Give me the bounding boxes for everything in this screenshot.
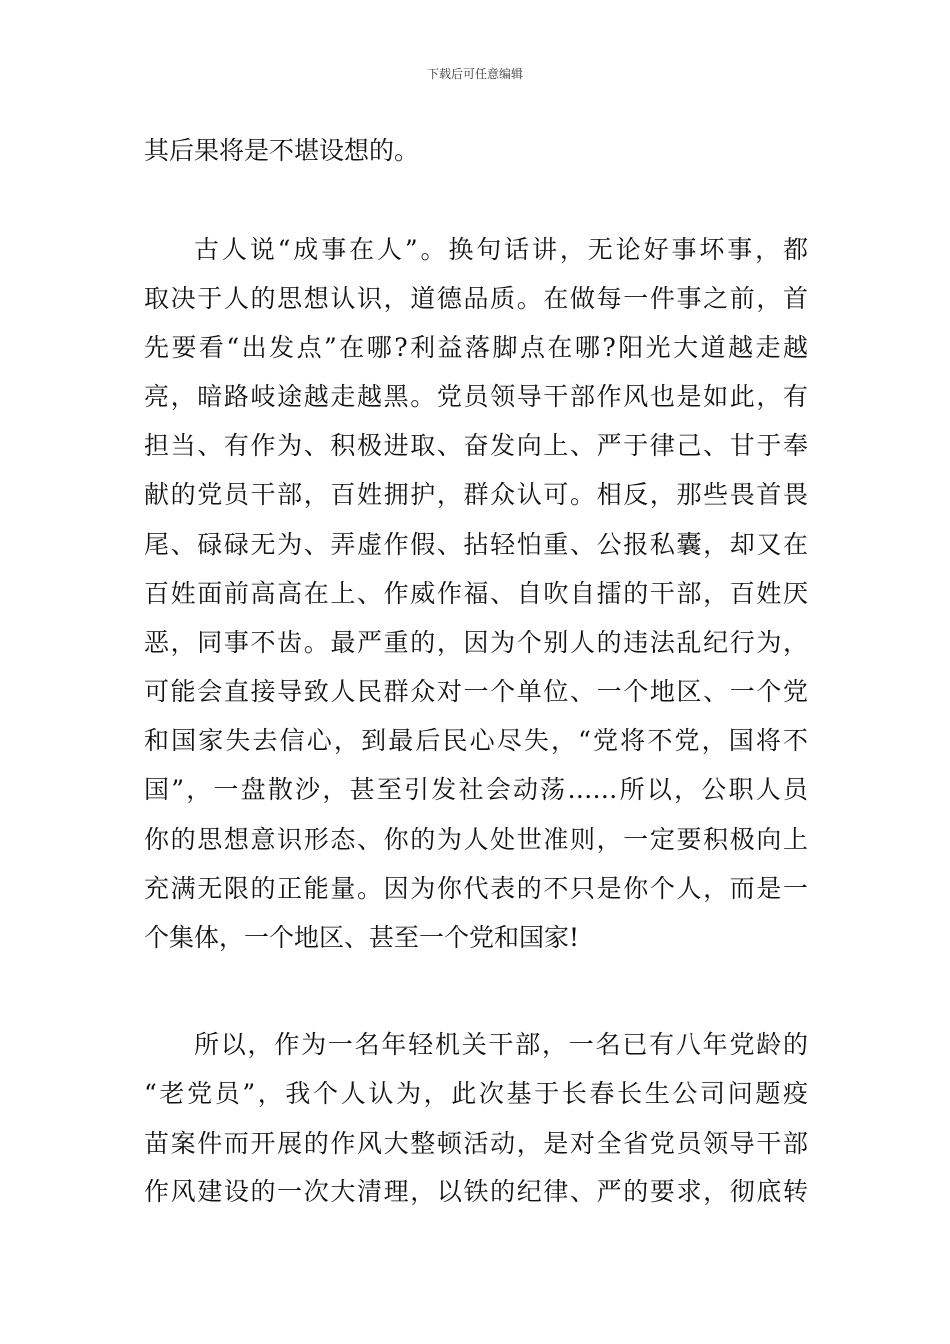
paragraph-2-line-14: 充满无限的正能量。因为你代表的不只是你个人，而是一 xyxy=(144,874,808,903)
paragraph-2-line-7: 尾、碌碌无为、弄虚作假、拈轻怕重、公报私囊，却又在 xyxy=(144,530,808,559)
paragraph-2-line-12: 国”，一盘散沙，甚至引发社会动荡……所以，公职人员 xyxy=(144,775,808,804)
paragraph-3-line-4: 作风建设的一次大清理，以铁的纪律、严的要求，彻底转 xyxy=(144,1177,808,1206)
paragraph-2-line-4: 亮，暗路岐途越走越黑。党员领导干部作风也是如此，有 xyxy=(144,382,808,411)
paragraph-2-line-6: 献的党员干部，百姓拥护，群众认可。相反，那些畏首畏 xyxy=(144,480,808,509)
paragraph-1-line-1: 其后果将是不堪设想的。 xyxy=(144,136,420,165)
paragraph-2-line-10: 可能会直接导致人民群众对一个单位、一个地区、一个党 xyxy=(144,677,808,706)
paragraph-2-line-3: 先要看“出发点”在哪?利益落脚点在哪?阳光大道越走越 xyxy=(144,333,808,362)
paragraph-3-line-1: 所以，作为一名年轻机关干部，一名已有八年党龄的 xyxy=(194,1030,808,1059)
paragraph-2-line-15: 个集体，一个地区、甚至一个党和国家! xyxy=(144,923,580,952)
paragraph-2-line-2: 取决于人的思想认识，道德品质。在做每一件事之前，首 xyxy=(144,284,808,313)
paragraph-2-line-13: 你的思想意识形态、你的为人处世准则，一定要积极向上 xyxy=(144,825,808,854)
paragraph-2-line-9: 恶，同事不齿。最严重的，因为个别人的违法乱纪行为， xyxy=(144,628,808,657)
paragraph-3-line-3: 苗案件而开展的作风大整顿活动，是对全省党员领导干部 xyxy=(144,1129,808,1158)
page-header: 下载后可任意编辑 xyxy=(426,67,523,81)
paragraph-3-line-2: “老党员”，我个人认为，此次基于长春长生公司问题疫 xyxy=(144,1079,808,1108)
paragraph-2-line-11: 和国家失去信心，到最后民心尽失，“党将不党，国将不 xyxy=(144,726,808,755)
paragraph-2-line-5: 担当、有作为、积极进取、奋发向上、严于律己、甘于奉 xyxy=(144,431,808,460)
paragraph-2-line-1: 古人说“成事在人”。换句话讲，无论好事坏事，都 xyxy=(194,235,808,264)
paragraph-2-line-8: 百姓面前高高在上、作威作福、自吹自擂的干部，百姓厌 xyxy=(144,579,808,608)
